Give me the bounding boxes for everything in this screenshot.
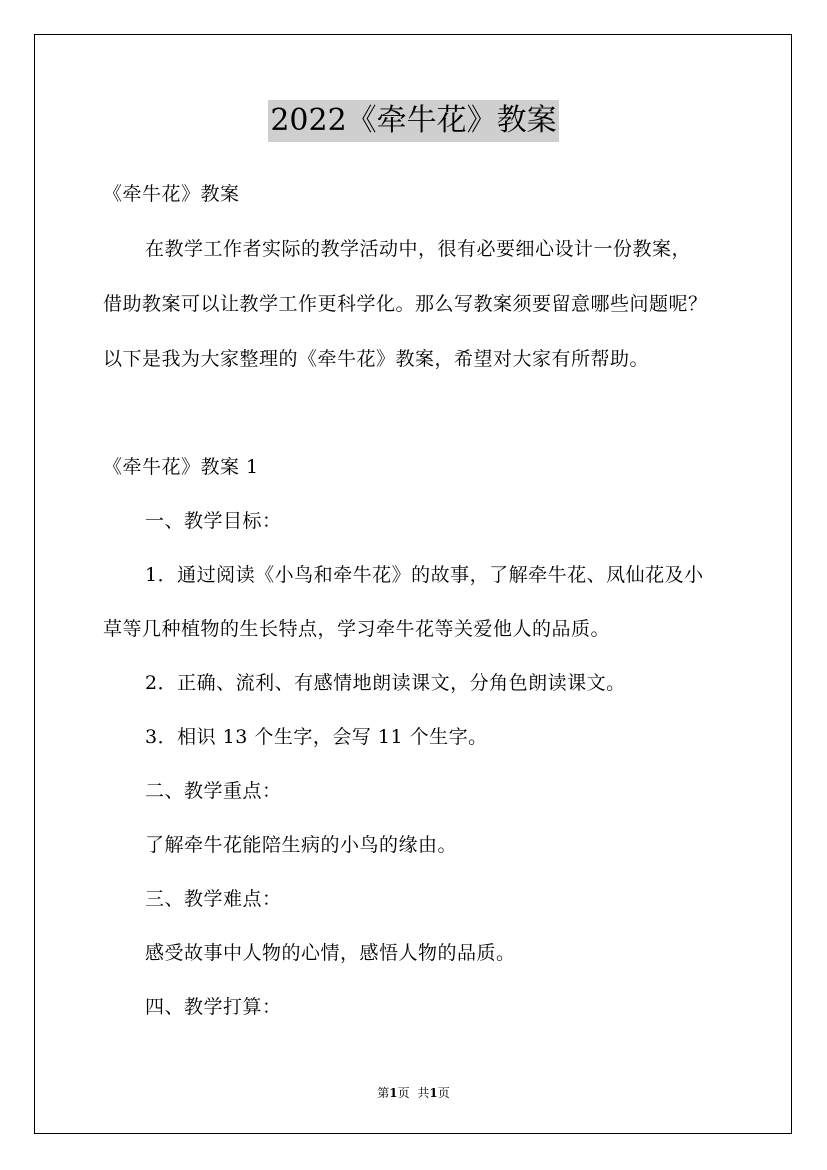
objective-1-line-1: 1．通过阅读《小鸟和牵牛花》的故事，了解牵牛花、凤仙花及小 [145,564,704,586]
heading-plan: 四、教学打算： [145,996,282,1018]
page-suffix: 页 [397,1086,410,1100]
intro-line-3: 以下是我为大家整理的《牵牛花》教案，希望对大家有所帮助。 [103,348,650,370]
section-title: 《牵牛花》教案 1 [103,456,259,478]
key-point-text: 了解牵牛花能陪生病的小鸟的缘由。 [145,834,458,856]
difficulty-text: 感受故事中人物的心情，感悟人物的品质。 [145,942,516,964]
page-number: 1 [389,1086,398,1100]
page-footer [0,1085,827,1101]
document-title: 2022《牵牛花》教案 [268,100,558,142]
page-prefix: 第 [377,1086,390,1100]
objective-2: 2．正确、流利、有感情地朗读课文，分角色朗读课文。 [145,672,626,694]
heading-objectives: 一、教学目标： [145,510,282,532]
document-subtitle: 《牵牛花》教案 [103,183,240,205]
intro-line-1: 在教学工作者实际的教学活动中，很有必要细心设计一份教案， [145,238,692,260]
objective-1-line-2: 草等几种植物的生长特点，学习牵牛花等关爱他人的品质。 [103,618,611,640]
total-suffix: 页 [437,1086,450,1100]
total-pages: 1 [429,1086,438,1100]
title-container [0,100,827,142]
objective-3: 3．相识 13 个生字，会写 11 个生字。 [145,726,488,748]
heading-key-points: 二、教学重点： [145,780,282,802]
intro-line-2: 借助教案可以让教学工作更科学化。那么写教案须要留意哪些问题呢？ [103,293,708,315]
total-prefix: 共 [417,1086,430,1100]
heading-difficulties: 三、教学难点： [145,888,282,910]
